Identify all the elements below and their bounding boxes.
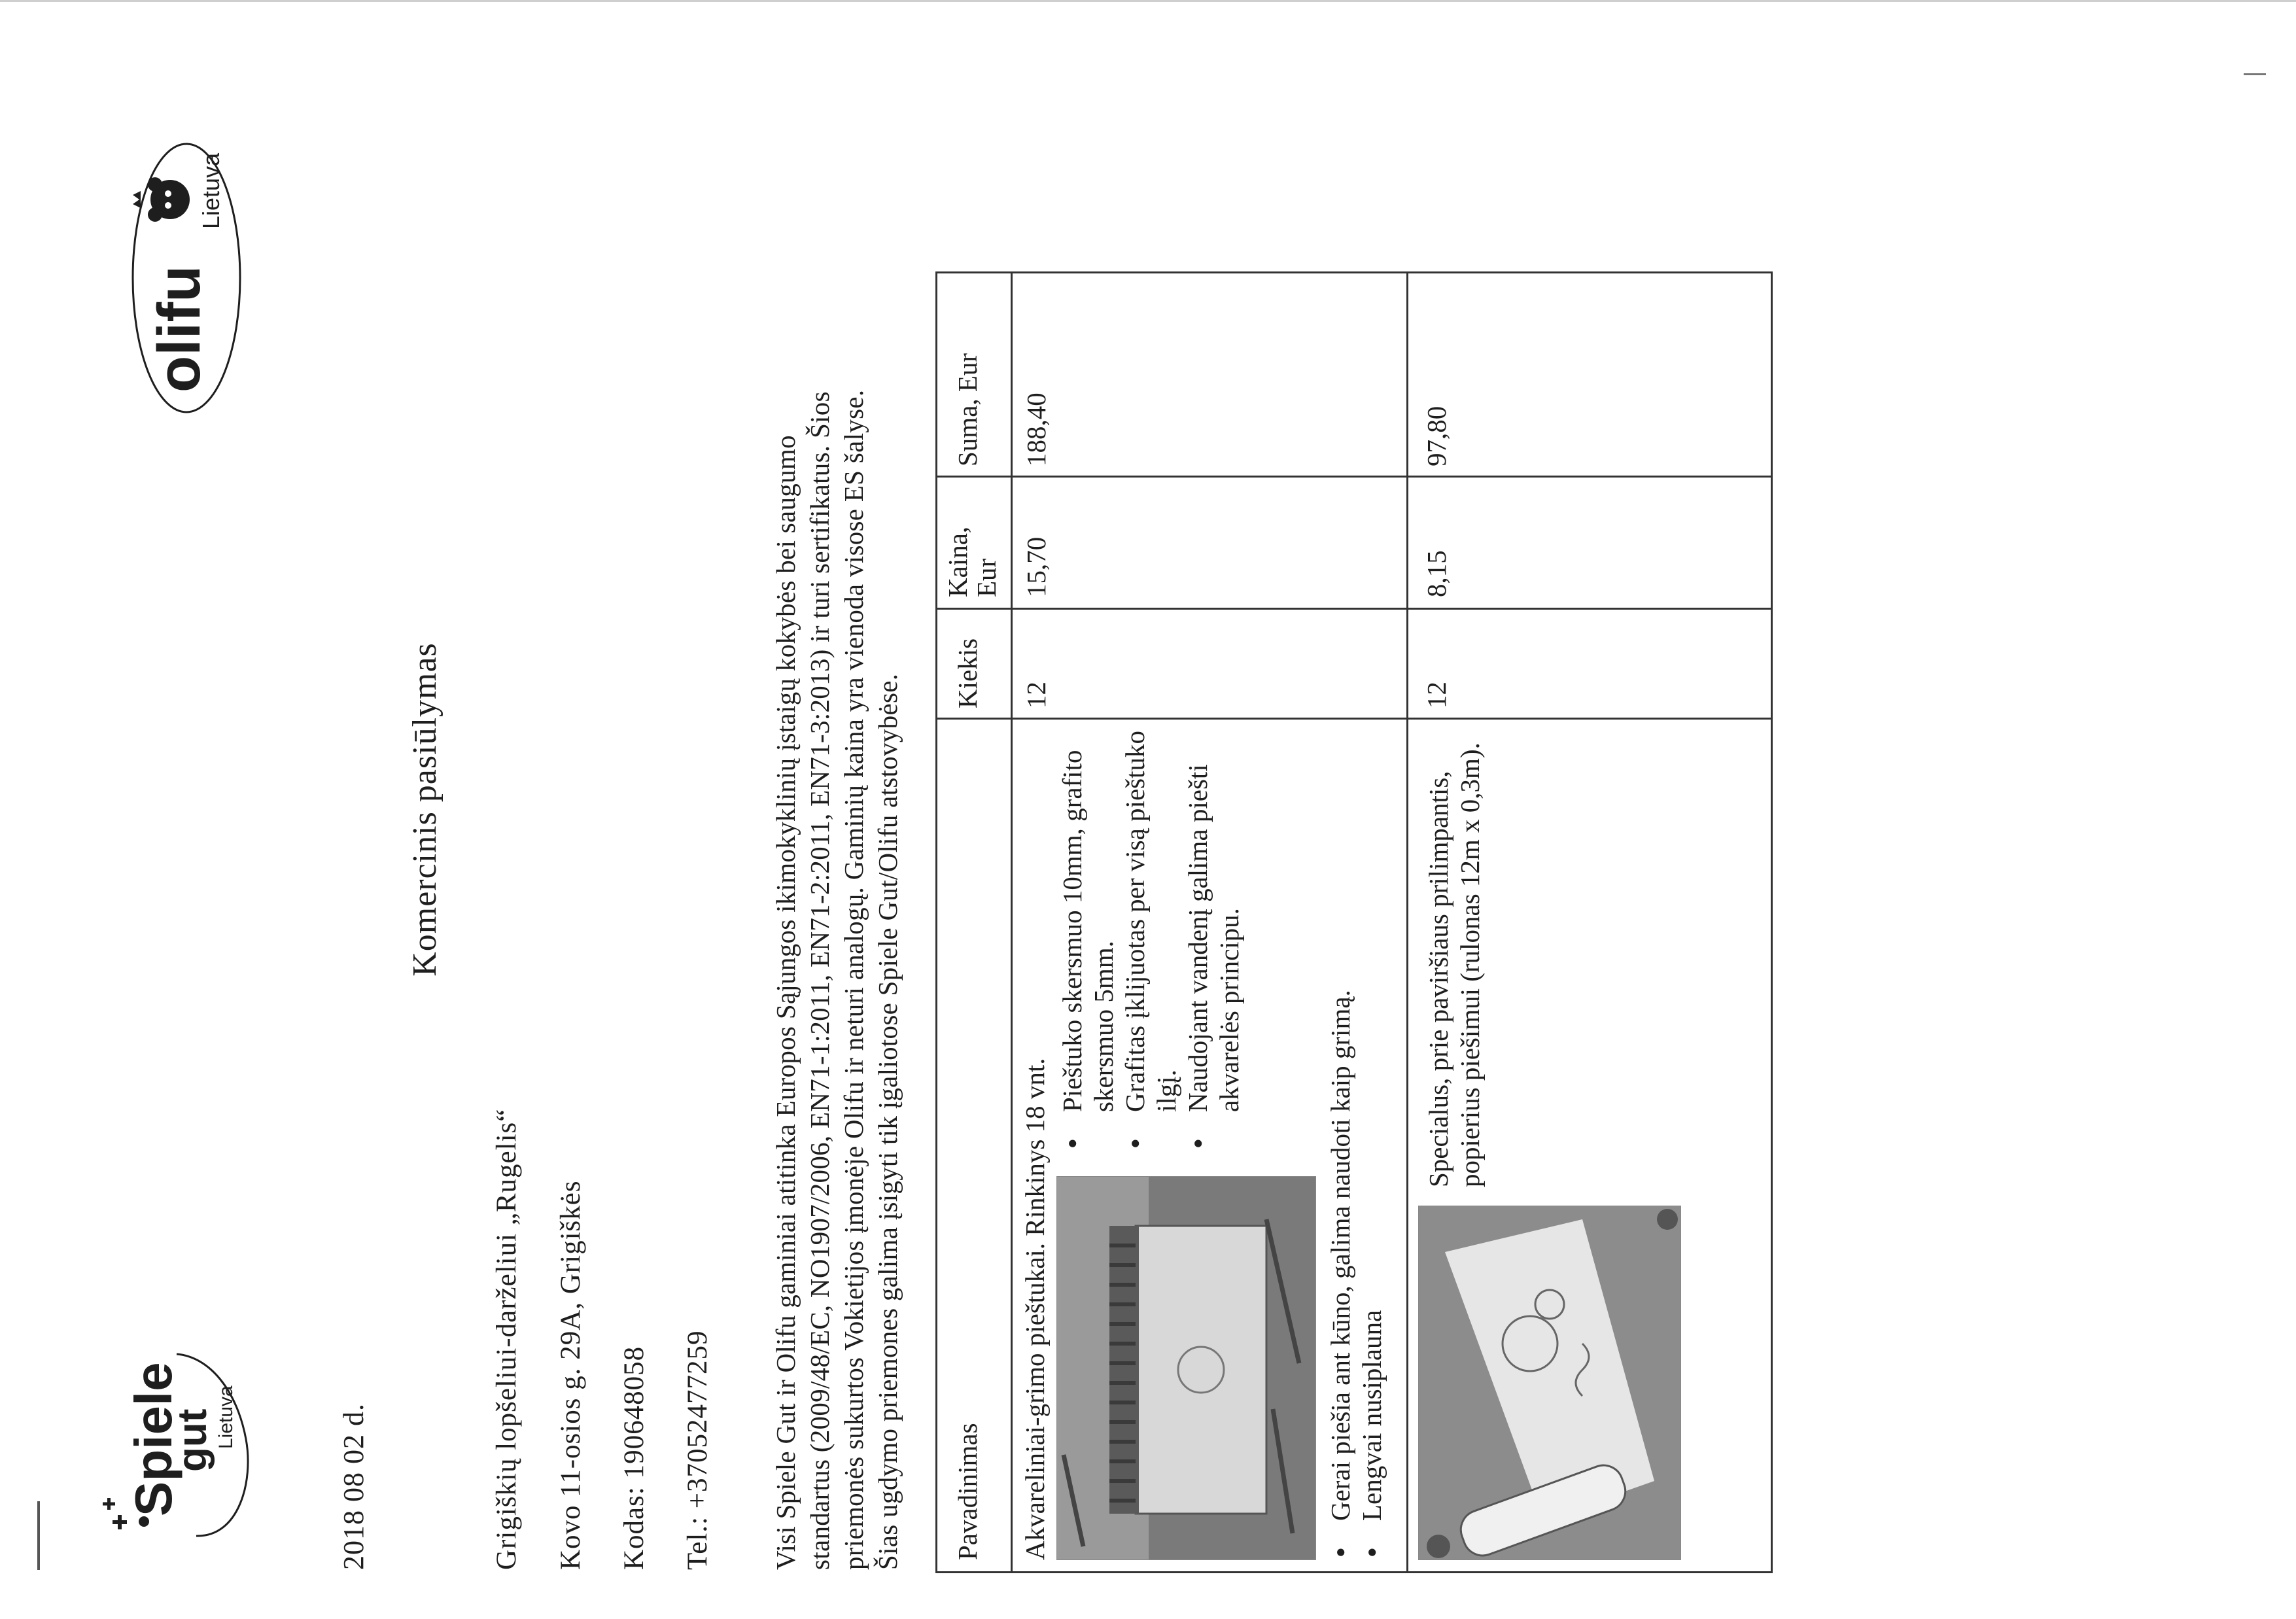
table-rule bbox=[935, 608, 1773, 610]
feature-item: ● Lengvai nusiplauna bbox=[1356, 697, 1387, 1521]
header-sum: Suma, Eur bbox=[952, 353, 983, 466]
intro-paragraph bbox=[769, 222, 905, 1570]
intro-line: Visi Spiele Gut ir Olifu gaminiai atitinka Europos Sąjungos ikimokyklinių įstaigų kokybės bei saugumo bbox=[771, 435, 801, 1570]
row-sum: 188,40 bbox=[1021, 392, 1051, 466]
table-rule bbox=[1011, 271, 1013, 1573]
table-rule bbox=[935, 476, 1773, 478]
table-border bbox=[1771, 271, 1773, 1573]
header-qty: Kiekis bbox=[952, 638, 983, 708]
product-feature-list bbox=[1325, 697, 1387, 1560]
intro-line: priemonės sukurtos Vokietijos įmonėje Olifu ir neturi analogų. Gaminių kaina yra vienoda visose ES šalyse. bbox=[839, 389, 869, 1570]
recipient-name: Grigiškių lopšeliui-darželiui „Rugelis“ bbox=[491, 1108, 522, 1570]
intro-line: Šias ugdymo priemones galima įsigyti tik įgaliotose Spiele Gut/Olifu atstovybėse. bbox=[873, 673, 903, 1570]
intro-line: standartus (2009/48/EC, NO1907/2006, EN71-1:2011, EN71-2:2011, EN71-3:2013) ir turi sertifikatus. Šios bbox=[805, 391, 835, 1570]
feature-item: ● Grafitas įklijuotas per visą pieštuko ilgį. bbox=[1119, 706, 1182, 1112]
olifu-logo-country: Lietuva bbox=[198, 152, 224, 229]
feature-item: ● Naudojant vandenį galima piešti akvarelės principu. bbox=[1182, 706, 1245, 1112]
spiele-gut-logo bbox=[98, 1348, 255, 1544]
recipient-address: Kovo 11-osios g. 29A, Grigiškės bbox=[555, 1180, 586, 1570]
row-qty: 12 bbox=[1421, 682, 1452, 708]
paper-roll-photo bbox=[1418, 1206, 1681, 1560]
header-name: Pavadinimas bbox=[952, 1423, 983, 1560]
row-price: 8,15 bbox=[1421, 550, 1452, 597]
table-border bbox=[935, 271, 1773, 273]
product-feature-list bbox=[1056, 706, 1245, 1151]
product-description: Specialus, prie paviršiaus prilimpantis, popierius piešimui (rulonas 12m x 0,3m). bbox=[1423, 742, 1485, 1187]
table-border bbox=[935, 1571, 1773, 1573]
feature-item: ● Gerai piešia ant kūno, galima naudoti kaip grimą. bbox=[1325, 697, 1356, 1521]
document-date: 2018 08 02 d. bbox=[338, 1403, 370, 1570]
row-price: 15,70 bbox=[1021, 536, 1051, 597]
olifu-logo-word: olifu bbox=[146, 265, 213, 392]
header-price: Kaina, Eur bbox=[943, 526, 1001, 597]
row-qty: 12 bbox=[1021, 682, 1051, 708]
olifu-logo bbox=[121, 137, 252, 419]
olifu-bear-icon bbox=[133, 177, 190, 222]
recipient-code: Kodas: 190648058 bbox=[619, 1346, 650, 1570]
table-border bbox=[935, 271, 937, 1573]
offer-table bbox=[935, 271, 1773, 1573]
spiele-logo-country: Lietuva bbox=[215, 1385, 237, 1449]
document-title: Komercinis pasiūlymas bbox=[406, 642, 444, 977]
spiele-logo-word: Spiele bbox=[124, 1362, 183, 1516]
pencil-set-photo bbox=[1056, 1176, 1316, 1560]
product-title: Akvareliniai-grimo pieštukai. Rinkinys 18 vnt. bbox=[1020, 1058, 1050, 1560]
table-rule bbox=[1406, 271, 1408, 1573]
gut-logo-word: gut bbox=[170, 1408, 215, 1472]
feature-item: ● Pieštuko skersmuo 10mm, grafito skersmuo 5mm. bbox=[1056, 706, 1119, 1112]
recipient-phone: Tel.: +37052477259 bbox=[682, 1330, 713, 1570]
row-sum: 97,80 bbox=[1421, 406, 1452, 466]
